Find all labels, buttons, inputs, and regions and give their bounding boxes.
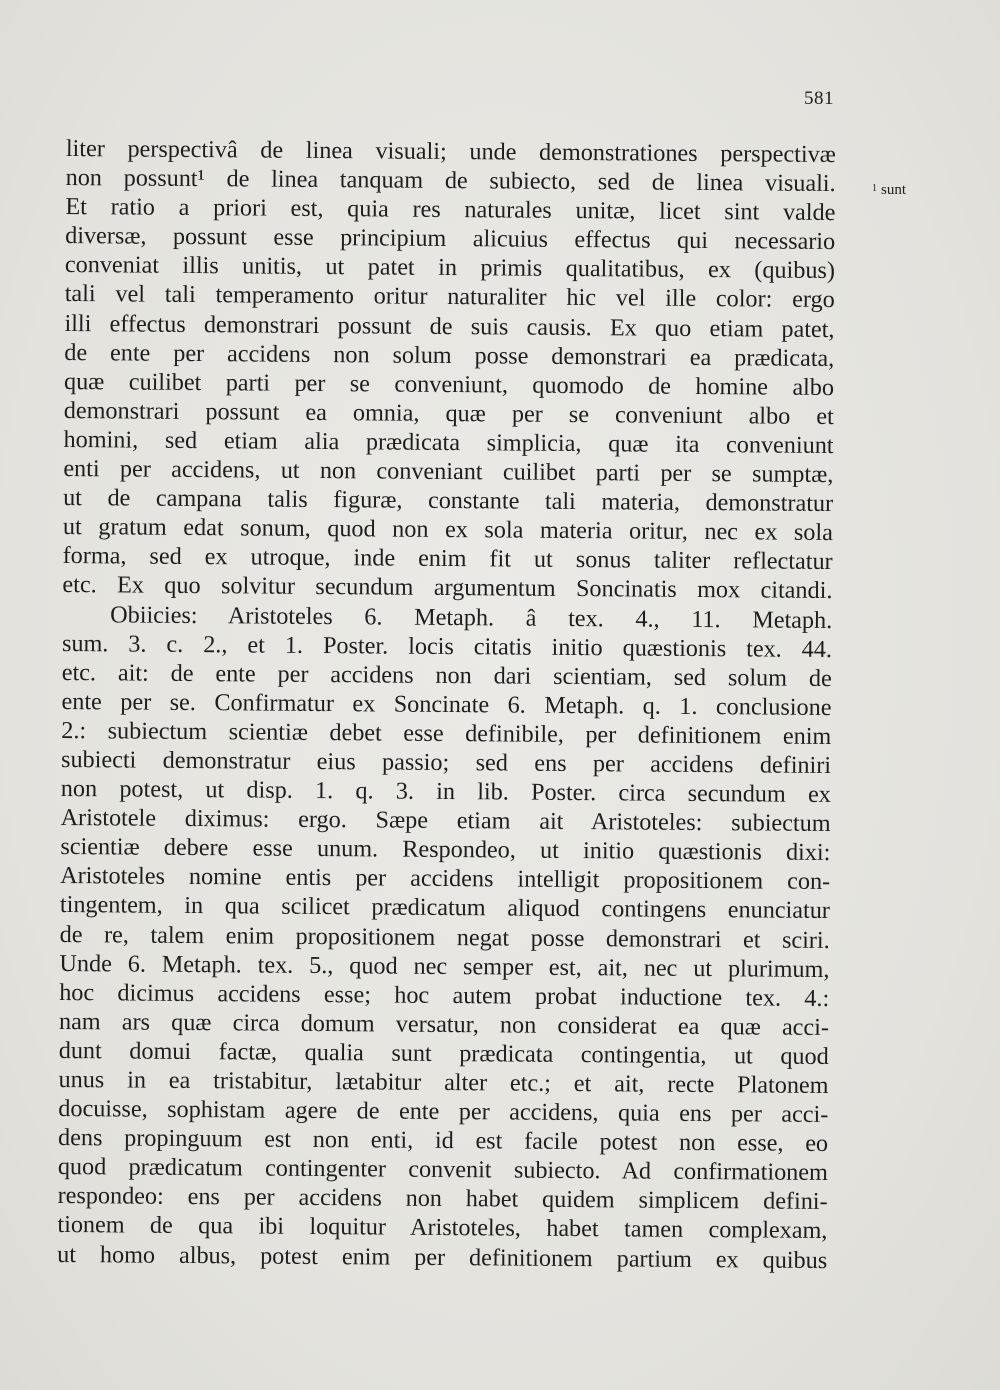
- footnote-marker: 1: [872, 183, 877, 194]
- text-line: conveniat illis unitis, ut patet in primis qualitatibus, ex (quibus): [64, 251, 836, 285]
- text-line: non potest, ut disp. 1. q. 3. in lib. Poster. circa secundum ex: [60, 775, 831, 809]
- text-line: ut homo albus, potest enim per definitionem partium ex quibus: [57, 1240, 828, 1274]
- text-line: tingentem, in qua scilicet prædicatum aliquod contingens enunciatur: [59, 891, 831, 925]
- text-line: respondeo: ens per accidens non habet quidem simplicem defini-: [57, 1182, 828, 1216]
- text-line: unus in ea tristabitur, lætabitur alter etc.; et ait, recte Platonem: [58, 1065, 829, 1100]
- text-line: ut de campana talis figuræ, constante tali materia, demonstratur: [63, 484, 834, 518]
- text-line: sum. 3. c. 2., et 1. Poster. locis citatis initio quæstionis tex. 44.: [61, 629, 833, 663]
- text-line: illi effectus demonstrari possunt de suis causis. Ex quo etiam patet,: [64, 309, 835, 343]
- text-line: 2.: subiectum scientiæ debet esse definibile, per definitionem enim: [61, 716, 832, 750]
- text-line: dunt domui factæ, qualia sunt prædicata contingentia, ut quod: [58, 1036, 829, 1070]
- text-line: tionem de qua ibi loquitur Aristoteles, habet tamen complexam,: [57, 1211, 828, 1245]
- text-line: Aristoteles nomine entis per accidens intelligit propositionem con-: [60, 862, 831, 896]
- body-text: [57, 134, 836, 1275]
- text-line: nam ars quæ circa domum versatur, non considerat ea quæ acci-: [58, 1007, 830, 1041]
- margin-footnote: [872, 182, 906, 199]
- text-line: quod prædicatum contingenter convenit subiecto. Ad confirmationem: [57, 1153, 828, 1187]
- text-line: forma, sed ex utroque, inde enim fit ut sonus taliter reflectatur: [62, 542, 833, 576]
- text-line: quæ cuilibet parti per se conveniunt, quomodo de homine albo: [63, 367, 835, 401]
- text-line: tali vel tali temperamento oritur naturaliter hic vel ille color: ergo: [64, 280, 835, 314]
- text-line: homini, sed etiam alia prædicata simplicia, quæ ita conveniunt: [63, 425, 834, 459]
- footnote-text: sunt: [881, 182, 907, 198]
- text-line: non possunt¹ de linea tanquam de subiecto, sed de linea visuali.: [65, 164, 836, 198]
- text-line: demonstrari possunt ea omnia, quæ per se conveniunt albo et: [63, 396, 834, 430]
- text-line: Unde 6. Metaph. tex. 5., quod nec semper est, ait, nec ut plurimum,: [59, 949, 830, 983]
- text-line: enti per accidens, ut non conveniant cuilibet parti per se sumptæ,: [63, 455, 834, 489]
- text-line: diversæ, possunt esse principium alicuius effectus qui necessario: [65, 222, 836, 256]
- text-line: etc. ait: de ente per accidens non dari scientiam, sed solum de: [61, 658, 832, 692]
- text-line: ente per se. Confirmatur ex Soncinate 6. Metaph. q. 1. conclusione: [61, 687, 832, 721]
- text-line: de re, talem enim propositionem negat posse demonstrari et sciri.: [59, 920, 830, 954]
- page-number: 581: [804, 88, 834, 109]
- text-line: scientiæ debere esse unum. Respondeo, ut initio quæstionis dixi:: [60, 833, 831, 867]
- text-line: ut gratum edat sonum, quod non ex sola materia oritur, nec ex sola: [62, 513, 833, 547]
- text-line: Et ratio a priori est, quia res naturales unitæ, licet sint valde: [65, 193, 836, 227]
- paragraph-start-line: Obiicies: Aristoteles 6. Metaph. â tex. 4., 11. Metaph.: [110, 600, 833, 634]
- text-line: docuisse, sophistam agere de ente per accidens, quia ens per acci-: [58, 1095, 829, 1129]
- text-line: dens propinguum est non enti, id est facile potest non esse, eo: [58, 1124, 829, 1158]
- text-line: hoc dicimus accidens esse; hoc autem probat inductione tex. 4.:: [59, 978, 830, 1012]
- text-line: etc. Ex quo solvitur secundum argumentum Soncinatis mox citandi.: [62, 571, 833, 605]
- text-line: liter perspectivâ de linea visuali; unde demonstrationes perspectivæ: [65, 134, 836, 169]
- text-line: subiecti demonstratur eius passio; sed ens per accidens definiri: [60, 745, 832, 779]
- text-line: de ente per accidens non solum posse demonstrari ea prædicata,: [64, 338, 835, 372]
- text-line: Aristotele diximus: ergo. Sæpe etiam ait Aristoteles: subiectum: [60, 804, 831, 838]
